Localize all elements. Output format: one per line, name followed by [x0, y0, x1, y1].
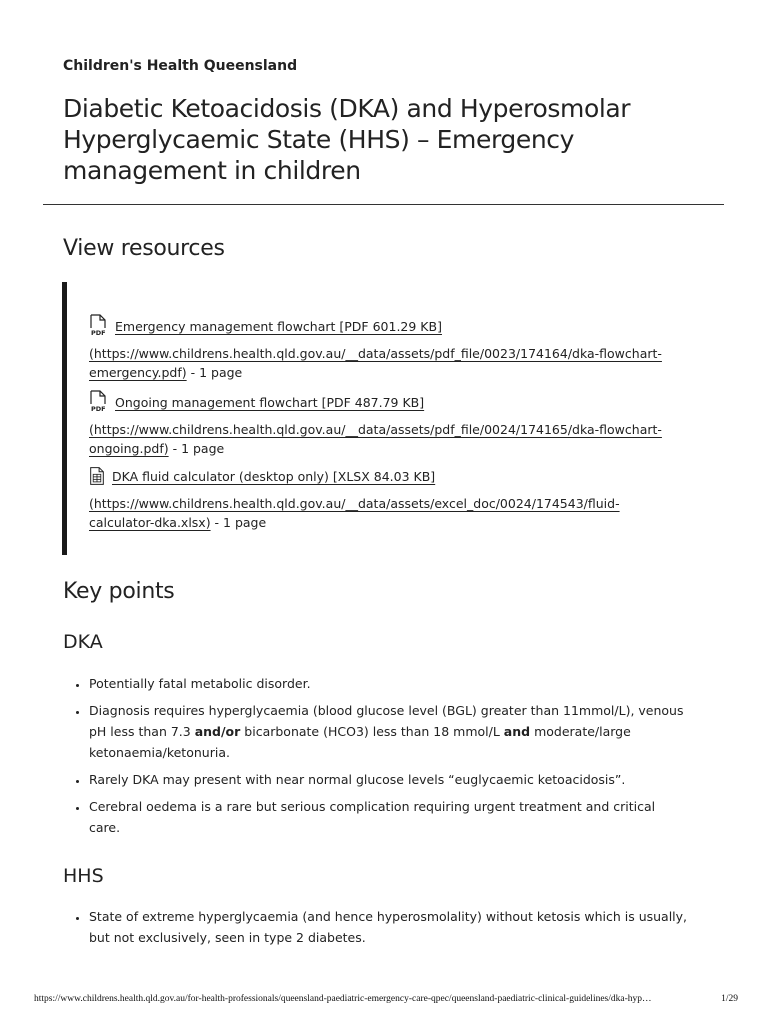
hhs-bullet-list	[63, 906, 689, 954]
list-item: • Rarely DKA may present with near normal glucose levels “euglycaemic ketoacidosis”.	[89, 769, 689, 790]
pdf-file-icon	[89, 390, 108, 412]
svg-text:PDF: PDF	[91, 329, 106, 336]
resource-page-count: - 1 page	[168, 441, 225, 456]
resource-item	[89, 466, 669, 532]
resource-link-emergency-flowchart[interactable]: Emergency management flowchart [PDF 601.29 KB]	[115, 319, 442, 334]
emphasis-and-or: and/or	[194, 724, 241, 739]
resources-heading: View resources	[63, 236, 225, 261]
spreadsheet-file-icon	[89, 466, 105, 486]
dka-bullet-list	[63, 673, 689, 844]
resource-item	[89, 314, 669, 382]
resource-item	[89, 390, 669, 458]
key-points-heading: Key points	[63, 579, 175, 604]
pdf-file-icon	[89, 314, 108, 336]
print-footer-url: https://www.childrens.health.qld.gov.au/for-health-professionals/queensland-paediatric-emergency-care-qpec/queensland-paediatric-clinical-guidelines/dka-hyp…	[34, 994, 652, 1004]
title-divider	[43, 204, 724, 205]
svg-text:PDF: PDF	[91, 405, 106, 412]
dka-heading: DKA	[63, 631, 103, 653]
resource-link-fluid-calculator[interactable]: DKA fluid calculator (desktop only) [XLSX 84.03 KB]	[112, 469, 436, 484]
resource-page-count: - 1 page	[186, 365, 243, 380]
resource-page-count: - 1 page	[210, 515, 267, 530]
print-page-number: 1/29	[721, 994, 738, 1004]
resources-panel	[62, 282, 682, 555]
list-item: • Potentially fatal metabolic disorder.	[89, 673, 689, 694]
list-item: • State of extreme hyperglycaemia (and hence hyperosmolality) without ketosis which is usually, but not exclusively, seen in type 2 diabetes.	[89, 906, 689, 948]
page-title: Diabetic Ketoacidosis (DKA) and Hyperosmolar Hyperglycaemic State (HHS) – Emergency management in children	[63, 94, 631, 185]
resource-link-ongoing-flowchart[interactable]: Ongoing management flowchart [PDF 487.79 KB]	[115, 395, 425, 410]
list-item: • Cerebral oedema is a rare but serious complication requiring urgent treatment and critical care.	[89, 796, 689, 838]
resource-url[interactable]: (https://www.childrens.health.qld.gov.au/__data/assets/pdf_file/0024/174165/dka-flowchart-ongoing.pdf)	[89, 422, 662, 456]
list-item: • Diagnosis requires hyperglycaemia (blood glucose level (BGL) greater than 11mmol/L), venous pH less than 7.3 and/or bicarbonate (HCO3) less than 18 mmol/L and moderate/large ketonaemia/ketonuria.	[89, 700, 689, 763]
org-name: Children's Health Queensland	[63, 58, 298, 74]
resource-url[interactable]: (https://www.childrens.health.qld.gov.au/__data/assets/pdf_file/0023/174164/dka-flowchart-emergency.pdf)	[89, 346, 662, 380]
hhs-heading: HHS	[63, 865, 104, 887]
emphasis-and: and	[503, 724, 531, 739]
resource-url[interactable]: (https://www.childrens.health.qld.gov.au/__data/assets/excel_doc/0024/174543/fluid-calculator-dka.xlsx)	[89, 496, 620, 530]
